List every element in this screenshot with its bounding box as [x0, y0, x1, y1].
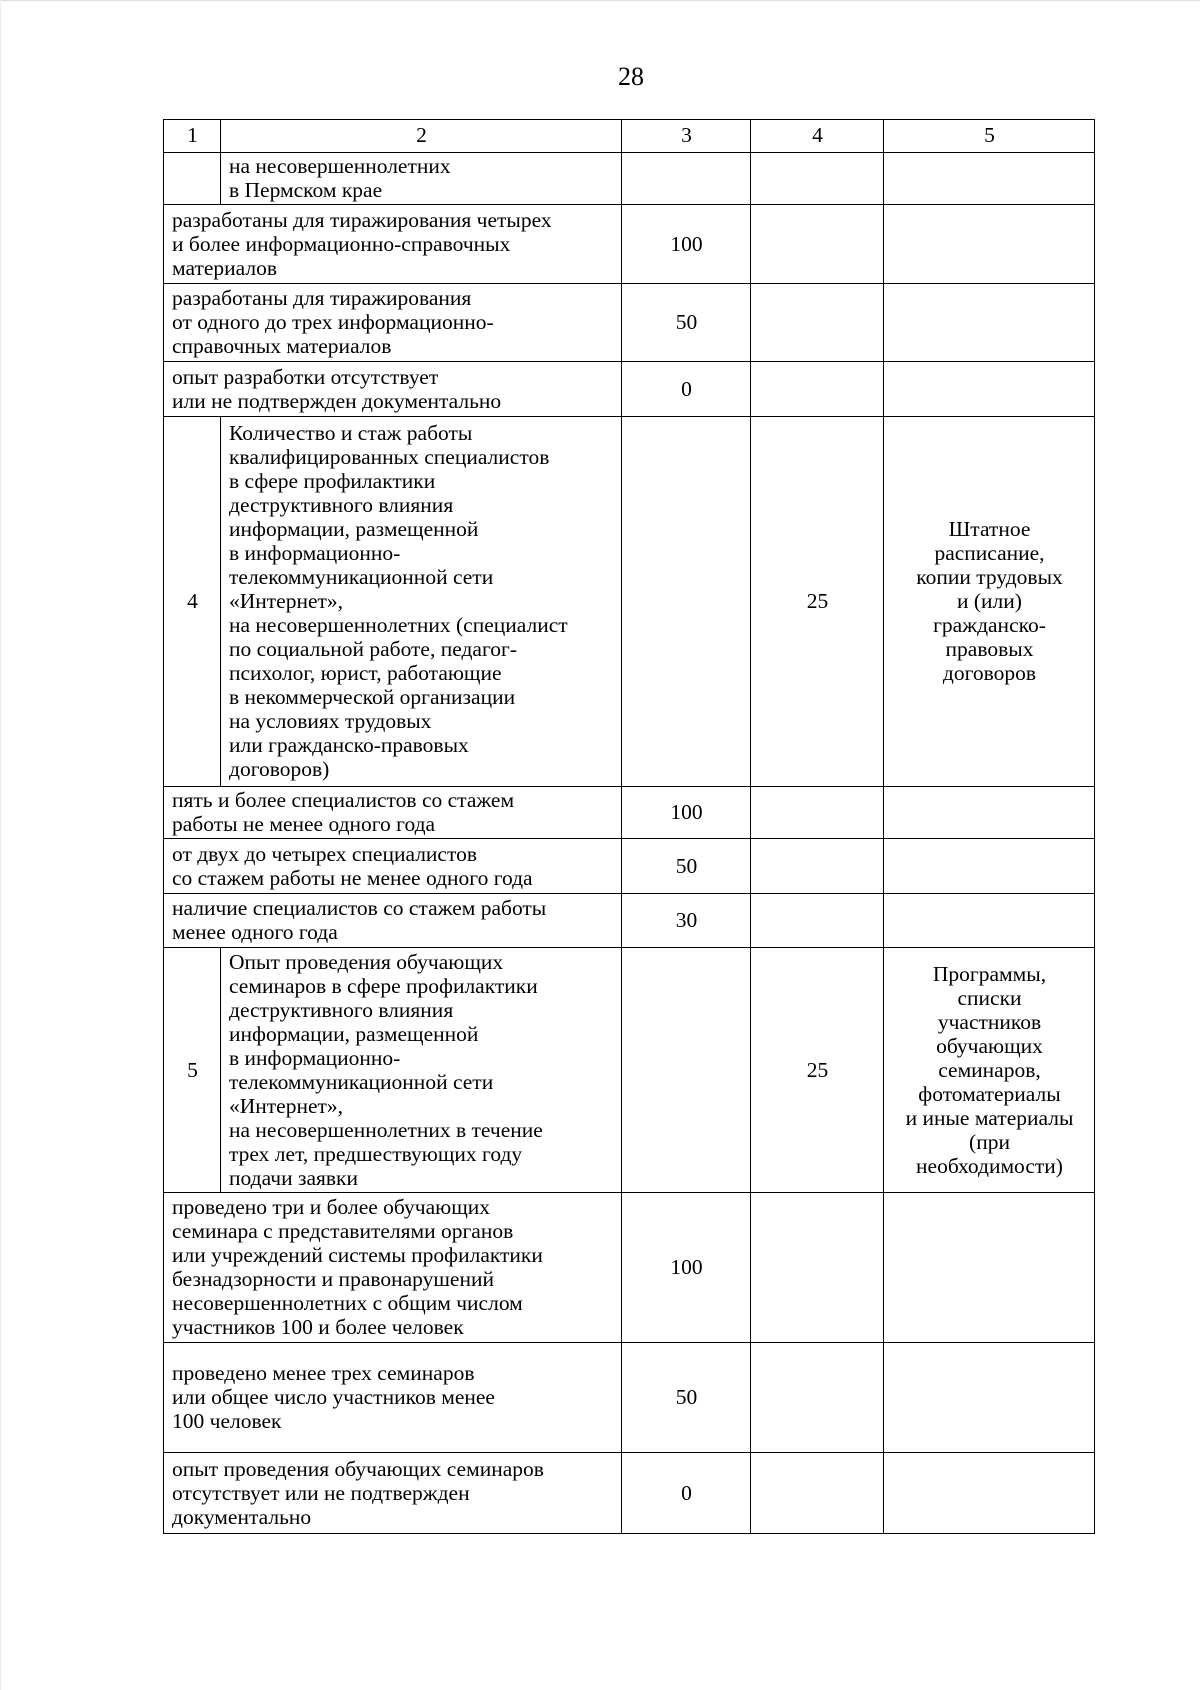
weight-cell	[751, 362, 884, 417]
weight-cell	[751, 1343, 884, 1453]
option-text: наличие специалистов со стажем работы менее одного года	[164, 894, 622, 948]
documents-cell	[884, 284, 1095, 362]
score-cell: 50	[622, 839, 751, 894]
criterion-row-4	[164, 417, 1095, 787]
weight-cell	[751, 787, 884, 839]
table-row	[164, 284, 1095, 362]
row-number-cell	[164, 153, 221, 205]
weight-cell	[751, 894, 884, 948]
option-text: разработаны для тиражирования от одного до трех информационно- справочных материалов	[164, 284, 622, 362]
documents-cell: Штатное расписание, копии трудовых и (или) гражданско- правовых договоров	[884, 417, 1095, 787]
page-number: 28	[618, 62, 644, 91]
documents-cell	[884, 1193, 1095, 1343]
score-cell: 100	[622, 787, 751, 839]
header-col-1: 1	[164, 120, 221, 153]
page-top-edge	[0, 0, 1200, 1]
weight-cell	[751, 1453, 884, 1534]
weight-cell	[751, 1193, 884, 1343]
score-cell	[622, 417, 751, 787]
table-row	[164, 1343, 1095, 1453]
option-text: разработаны для тиражирования четырех и более информационно-справочных материалов	[164, 205, 622, 284]
weight-cell	[751, 284, 884, 362]
documents-cell	[884, 787, 1095, 839]
option-text: проведено менее трех семинаров или общее число участников менее 100 человек	[164, 1343, 622, 1453]
weight-cell: 25	[751, 948, 884, 1193]
score-cell: 50	[622, 1343, 751, 1453]
score-cell	[622, 948, 751, 1193]
documents-cell	[884, 1453, 1095, 1534]
documents-cell: Программы, списки участников обучающих семинаров, фотоматериалы и иные материалы (при необходимости)	[884, 948, 1095, 1193]
header-col-3: 3	[622, 120, 751, 153]
criterion-row-5	[164, 948, 1095, 1193]
documents-cell	[884, 362, 1095, 417]
table-row	[164, 787, 1095, 839]
table-row	[164, 153, 1095, 205]
option-text: проведено три и более обучающих семинара с представителями органов или учреждений системы профилактики безнадзорности и правонарушений несовершеннолетних с общим числом участников 100 и более человек	[164, 1193, 622, 1343]
weight-cell	[751, 205, 884, 284]
table-row	[164, 1193, 1095, 1343]
documents-cell	[884, 205, 1095, 284]
score-cell: 100	[622, 1193, 751, 1343]
option-text: опыт проведения обучающих семинаров отсутствует или не подтвержден документально	[164, 1453, 622, 1534]
header-col-4: 4	[751, 120, 884, 153]
header-col-5: 5	[884, 120, 1095, 153]
option-text: опыт разработки отсутствует или не подтвержден документально	[164, 362, 622, 417]
criterion-text: на несовершеннолетних в Пермском крае	[221, 153, 622, 205]
table-header-row	[164, 120, 1095, 153]
table-row	[164, 205, 1095, 284]
table-row	[164, 839, 1095, 894]
score-cell: 0	[622, 1453, 751, 1534]
criterion-text: Количество и стаж работы квалифицированных специалистов в сфере профилактики деструктивного влияния информации, размещенной в информационно- телекоммуникационной сети «Интернет», на несовершеннолетних (специалист по социальной работе, педагог- психолог, юрист, работающие в некоммерческой организации на условиях трудовых или гражданско-правовых договоров)	[221, 417, 622, 787]
score-cell	[622, 153, 751, 205]
row-number-cell: 4	[164, 417, 221, 787]
documents-cell	[884, 1343, 1095, 1453]
documents-cell	[884, 894, 1095, 948]
table-row	[164, 1453, 1095, 1534]
score-cell: 50	[622, 284, 751, 362]
header-col-2: 2	[221, 120, 622, 153]
weight-cell	[751, 153, 884, 205]
page-left-edge	[0, 0, 1, 1690]
weight-cell: 25	[751, 417, 884, 787]
score-cell: 0	[622, 362, 751, 417]
row-number-cell: 5	[164, 948, 221, 1193]
table-row	[164, 362, 1095, 417]
option-text: пять и более специалистов со стажем работы не менее одного года	[164, 787, 622, 839]
criterion-text: Опыт проведения обучающих семинаров в сфере профилактики деструктивного влияния информации, размещенной в информационно- телекоммуникационной сети «Интернет», на несовершеннолетних в течение трех лет, предшествующих году подачи заявки	[221, 948, 622, 1193]
score-cell: 100	[622, 205, 751, 284]
score-cell: 30	[622, 894, 751, 948]
documents-cell	[884, 153, 1095, 205]
criteria-table	[163, 119, 1095, 1534]
documents-cell	[884, 839, 1095, 894]
weight-cell	[751, 839, 884, 894]
option-text: от двух до четырех специалистов со стажем работы не менее одного года	[164, 839, 622, 894]
table-row	[164, 894, 1095, 948]
